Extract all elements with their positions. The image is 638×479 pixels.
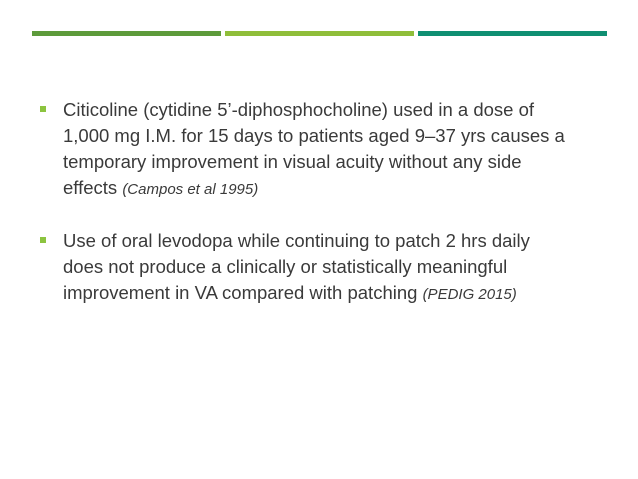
bullet-body: Citicoline (cytidine 5’-diphosphocholine) used in a dose of 1,000 mg I.M. for 15 days to patients aged 9–37 yrs causes a temporary improvement in visual acuity without any side effects	[63, 99, 565, 198]
bullet-item	[40, 97, 600, 203]
top-bar-2	[225, 31, 414, 36]
citation: (Campos et al 1995)	[122, 181, 259, 198]
citation: (PEDIG 2015)	[422, 286, 517, 303]
bullet-item	[40, 228, 600, 308]
bullet-text	[63, 97, 573, 203]
slide-content	[40, 97, 600, 333]
top-bar-1	[32, 31, 221, 36]
square-bullet-icon	[40, 237, 46, 243]
top-bar-3	[418, 31, 607, 36]
top-decorative-bars	[32, 31, 607, 36]
square-bullet-icon	[40, 106, 46, 112]
bullet-body: Use of oral levodopa while continuing to patch 2 hrs daily does not produce a clinically or statistically meaningful improvement in VA compared with patching	[63, 230, 530, 303]
bullet-text	[63, 228, 573, 308]
